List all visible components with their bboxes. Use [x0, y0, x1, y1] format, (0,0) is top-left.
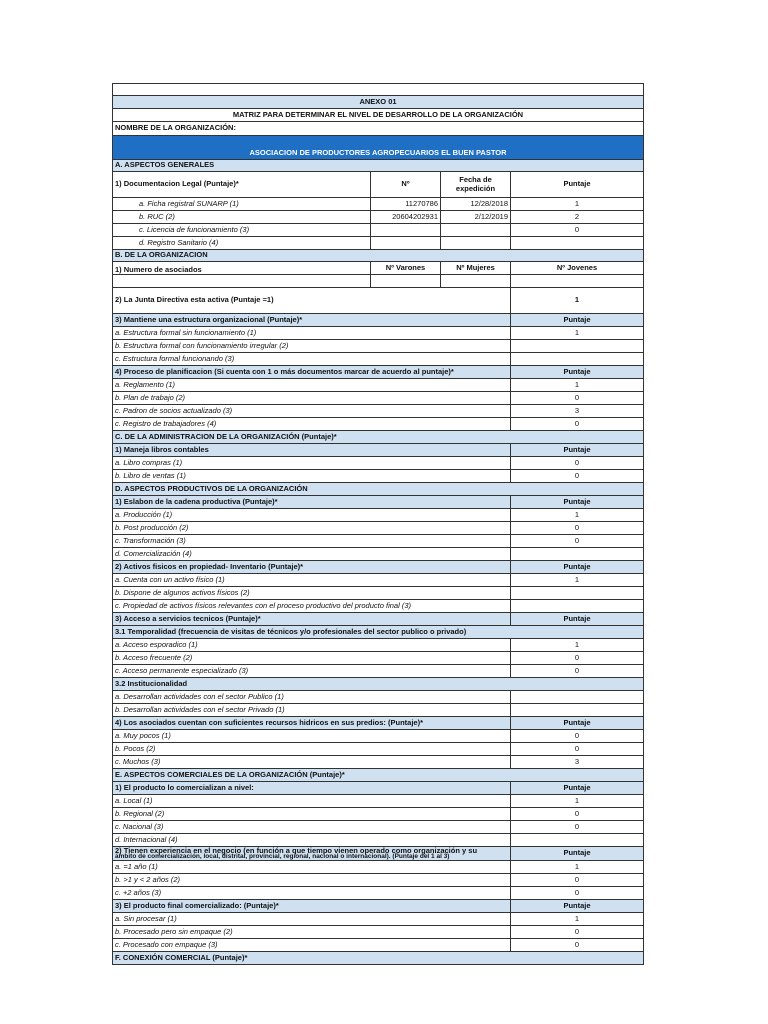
item-row [113, 743, 643, 756]
item-score[interactable]: 1 [510, 574, 643, 586]
document-row [113, 211, 643, 224]
item-row [113, 756, 643, 769]
item-label: a. Libro compras (1) [115, 457, 183, 467]
item-row [113, 730, 643, 743]
item-label: d. Comercialización (4) [115, 548, 192, 558]
item-score[interactable]: 1 [510, 379, 643, 391]
blank-row [113, 84, 643, 96]
item-score[interactable] [510, 704, 643, 716]
item-label: a. Desarrollan actividades con el sector Publico (1) [115, 691, 284, 701]
item-score[interactable]: 1 [510, 509, 643, 521]
e-q2-label [113, 847, 510, 860]
b-q2-label: 2) La Junta Directiva esta activa (Puntaje =1) [115, 295, 274, 305]
evaluation-matrix-table [112, 83, 644, 965]
item-label: c. Nacional (3) [115, 821, 164, 831]
item-label: c. Registro de trabajadores (4) [115, 418, 217, 428]
item-score[interactable]: 0 [510, 535, 643, 547]
section-b-title: B. DE LA ORGANIZACION [115, 250, 208, 260]
item-score[interactable]: 0 [510, 652, 643, 664]
score-header: Puntaje [510, 561, 643, 573]
item-score[interactable]: 1 [510, 861, 643, 873]
b-q3-header [113, 314, 643, 327]
members-values-row [113, 275, 643, 288]
item-row [113, 470, 643, 483]
title-row [113, 96, 643, 109]
item-row [113, 652, 643, 665]
item-score[interactable]: 0 [510, 470, 643, 482]
document-score[interactable]: 0 [510, 224, 643, 236]
item-score[interactable]: 0 [510, 874, 643, 886]
item-row [113, 874, 643, 887]
section-e-header [113, 769, 643, 782]
document-label: d. Registro Sanitario (4) [139, 237, 219, 247]
e-q2-label-line2: ámbito de comercialización, local, distrital, provincial, regional, nacional o internacional). (Puntaje del 1 al 3) [115, 853, 450, 860]
item-label: a. Local (1) [115, 795, 153, 805]
item-label: c. Propiedad de activos físicos relevantes con el proceso productivo del producto final (3) [115, 600, 411, 610]
document-row [113, 237, 643, 250]
d-q3-header [113, 613, 643, 626]
item-label: a. Estructura formal sin funcionamiento (1) [115, 327, 257, 337]
document-number[interactable] [370, 237, 440, 249]
score-header: Puntaje [510, 496, 643, 508]
item-row [113, 574, 643, 587]
score-header: Puntaje [510, 613, 643, 625]
e-q1-label: 1) El producto lo comercializan a nivel: [115, 782, 254, 792]
item-label: b. Post producción (2) [115, 522, 189, 532]
item-label: c. +2 años (3) [115, 887, 162, 897]
item-score[interactable] [510, 548, 643, 560]
d-q2-header [113, 561, 643, 574]
document-date[interactable]: 12/28/2018 [440, 198, 510, 210]
item-label: c. Transformación (3) [115, 535, 186, 545]
item-row [113, 392, 643, 405]
item-label: a. Muy pocos (1) [115, 730, 171, 740]
item-label: c. Acceso permanente especializado (3) [115, 665, 249, 675]
item-label: c. Padron de socios actualizado (3) [115, 405, 233, 415]
item-row [113, 913, 643, 926]
item-row [113, 704, 643, 717]
item-score[interactable]: 0 [510, 522, 643, 534]
item-score[interactable] [510, 834, 643, 846]
b-q4-header [113, 366, 643, 379]
e-q3-label: 3) El producto final comercializado: (Puntaje)* [115, 900, 279, 910]
item-row [113, 887, 643, 900]
item-row [113, 821, 643, 834]
d-q4-label: 4) Los asociados cuentan con suficientes recursos hidricos en sus predios: (Puntaje)* [115, 717, 423, 727]
e-q2-header [113, 847, 643, 861]
d-q32-label: 3.2 Institucionalidad [115, 678, 188, 688]
document-number[interactable] [370, 224, 440, 236]
item-label: a. Reglamento (1) [115, 379, 176, 389]
document-date[interactable]: 2/12/2019 [440, 211, 510, 223]
d-q1-header [113, 496, 643, 509]
d-q4-header [113, 717, 643, 730]
item-label: a. =1 año (1) [115, 861, 158, 871]
item-label: c. Muchos (3) [115, 756, 161, 766]
item-score[interactable]: 0 [510, 743, 643, 755]
youth-count[interactable] [510, 275, 643, 287]
col-score-header: Puntaje [510, 172, 643, 197]
item-score[interactable] [510, 353, 643, 365]
document-label: c. Licencia de funcionamiento (3) [139, 224, 250, 234]
document-row [113, 198, 643, 211]
item-score[interactable]: 1 [510, 639, 643, 651]
document-date[interactable] [440, 224, 510, 236]
item-label: b. Pocos (2) [115, 743, 156, 753]
col-youth-header: Nº Jovenes [510, 262, 643, 274]
item-row [113, 861, 643, 874]
section-f-header [113, 952, 643, 965]
col-date-header: Fecha de expedición [440, 172, 510, 197]
section-d-header [113, 483, 643, 496]
d-q2-label: 2) Activos fisicos en propiedad- Inventario (Puntaje)* [115, 561, 304, 571]
section-d-title: D. ASPECTOS PRODUCTIVOS DE LA ORGANIZACIÓN [115, 483, 308, 493]
item-row [113, 926, 643, 939]
item-label: b. Plan de trabajo (2) [115, 392, 186, 402]
document-row [113, 224, 643, 237]
item-label: b. Estructura formal con funcionamiento irregular (2) [115, 340, 289, 350]
women-count[interactable] [440, 275, 510, 287]
a-q1-label: 1) Documentacion Legal (Puntaje)* [115, 179, 239, 189]
b-q4-label: 4) Proceso de planificacion (Si cuenta con 1 o más documentos marcar de acuerdo al puntaje)* [115, 366, 454, 376]
b-q2-score[interactable]: 1 [510, 288, 643, 313]
matrix-subtitle: MATRIZ PARA DETERMINAR EL NIVEL DE DESARROLLO DE LA ORGANIZACIÓN [232, 109, 524, 119]
item-row [113, 834, 643, 847]
item-score[interactable]: 0 [510, 926, 643, 938]
item-label: a. Cuenta con un activo físico (1) [115, 574, 225, 584]
b-q3-label: 3) Mantiene una estructura organizacional (Puntaje)* [115, 314, 303, 324]
document-date[interactable] [440, 237, 510, 249]
item-score[interactable]: 0 [510, 808, 643, 820]
annex-title: ANEXO 01 [359, 96, 397, 106]
item-row [113, 808, 643, 821]
section-a-header [113, 160, 643, 172]
section-a-q1-header [113, 172, 643, 198]
item-score[interactable] [510, 691, 643, 703]
item-row [113, 600, 643, 613]
document-label: a. Ficha registral SUNARP (1) [139, 198, 239, 208]
item-label: b. Procesado pero sin empaque (2) [115, 926, 233, 936]
item-row [113, 587, 643, 600]
item-row [113, 509, 643, 522]
item-score[interactable]: 3 [510, 405, 643, 417]
item-row [113, 639, 643, 652]
item-label: b. >1 y < 2 años (2) [115, 874, 181, 884]
item-row [113, 939, 643, 952]
section-a-title: A. ASPECTOS GENERALES [115, 160, 215, 170]
item-score[interactable]: 0 [510, 939, 643, 951]
col-men-header: Nº Varones [370, 262, 440, 274]
document-number[interactable]: 20604202931 [370, 211, 440, 223]
document-label: b. RUC (2) [139, 211, 175, 221]
item-row [113, 548, 643, 561]
item-label: b. Libro de ventas (1) [115, 470, 186, 480]
c-q1-label: 1) Maneja libros contables [115, 444, 209, 454]
item-row [113, 353, 643, 366]
section-c-title: C. DE LA ADMINISTRACION DE LA ORGANIZACIÓN (Puntaje)* [115, 431, 337, 441]
board-active-row [113, 288, 643, 314]
d-q31-label: 3.1 Temporalidad (frecuencia de visitas de técnicos y/o profesionales del sector publico o privado) [115, 626, 467, 636]
item-score[interactable]: 3 [510, 756, 643, 768]
col-women-header: Nº Mujeres [440, 262, 510, 274]
b-q1-label: 1) Numero de asociados [115, 264, 202, 274]
org-name-banner [113, 136, 643, 160]
item-score[interactable]: 1 [510, 795, 643, 807]
org-label-row [113, 122, 643, 136]
item-label: b. Regional (2) [115, 808, 165, 818]
d-q31-header [113, 626, 643, 639]
item-label: b. Dispone de algunos activos físicos (2) [115, 587, 250, 597]
org-label: NOMBRE DE LA ORGANIZACIÓN: [115, 123, 236, 133]
score-header: Puntaje [510, 900, 643, 912]
section-e-title: E. ASPECTOS COMERCIALES DE LA ORGANIZACIÓN (Puntaje)* [115, 769, 345, 779]
item-row [113, 522, 643, 535]
d-q3-label: 3) Acceso a servicios tecnicos (Puntaje)* [115, 613, 261, 623]
item-row [113, 691, 643, 704]
document-score[interactable]: 1 [510, 198, 643, 210]
item-score[interactable]: 0 [510, 821, 643, 833]
members-header-row [113, 262, 643, 275]
document-score[interactable]: 2 [510, 211, 643, 223]
item-score[interactable]: 0 [510, 730, 643, 742]
item-label: a. Sin procesar (1) [115, 913, 177, 923]
item-score[interactable]: 0 [510, 887, 643, 899]
item-label: d. Internacional (4) [115, 834, 178, 844]
item-score[interactable]: 0 [510, 392, 643, 404]
document-score[interactable] [510, 237, 643, 249]
item-label: c. Estructura formal funcionando (3) [115, 353, 235, 363]
item-row [113, 535, 643, 548]
d-q1-label: 1) Eslabon de la cadena productiva (Puntaje)* [115, 496, 278, 506]
item-row [113, 665, 643, 678]
c-q1-header [113, 444, 643, 457]
section-c-header [113, 431, 643, 444]
e-q2-label-line1: 2) Tienen experiencia en el negocio (en función a que tiempo vienen operado como organización y su [115, 847, 478, 855]
item-score[interactable]: 1 [510, 913, 643, 925]
item-label: a. Producción (1) [115, 509, 173, 519]
item-score[interactable]: 0 [510, 665, 643, 677]
d-q32-header [113, 678, 643, 691]
col-number-header: Nº [370, 172, 440, 197]
item-score[interactable] [510, 600, 643, 612]
e-q3-header [113, 900, 643, 913]
item-row [113, 795, 643, 808]
item-score[interactable] [510, 587, 643, 599]
item-label: b. Desarrollan actividades con el sector Privado (1) [115, 704, 285, 714]
item-label: b. Acceso frecuente (2) [115, 652, 193, 662]
item-row [113, 340, 643, 353]
item-score[interactable]: 0 [510, 418, 643, 430]
item-row [113, 418, 643, 431]
document-number[interactable]: 11270786 [370, 198, 440, 210]
item-row [113, 327, 643, 340]
subtitle-row [113, 109, 643, 122]
org-name: ASOCIACION DE PRODUCTORES AGROPECUARIOS EL BUEN PASTOR [249, 147, 507, 157]
section-f-title: F. CONEXIÓN COMERCIAL (Puntaje)* [115, 952, 248, 962]
score-header: Puntaje [510, 366, 643, 378]
score-header: Puntaje [510, 847, 643, 860]
item-score[interactable]: 0 [510, 457, 643, 469]
score-header: Puntaje [510, 444, 643, 456]
men-count[interactable] [370, 275, 440, 287]
item-score[interactable]: 1 [510, 327, 643, 339]
score-header: Puntaje [510, 782, 643, 794]
item-score[interactable] [510, 340, 643, 352]
item-row [113, 457, 643, 470]
section-b-header [113, 250, 643, 262]
e-q1-header [113, 782, 643, 795]
score-header: Puntaje [510, 717, 643, 729]
score-header: Puntaje [510, 314, 643, 326]
item-row [113, 405, 643, 418]
item-row [113, 379, 643, 392]
item-label: a. Acceso esporadico (1) [115, 639, 198, 649]
item-label: c. Procesado con empaque (3) [115, 939, 218, 949]
